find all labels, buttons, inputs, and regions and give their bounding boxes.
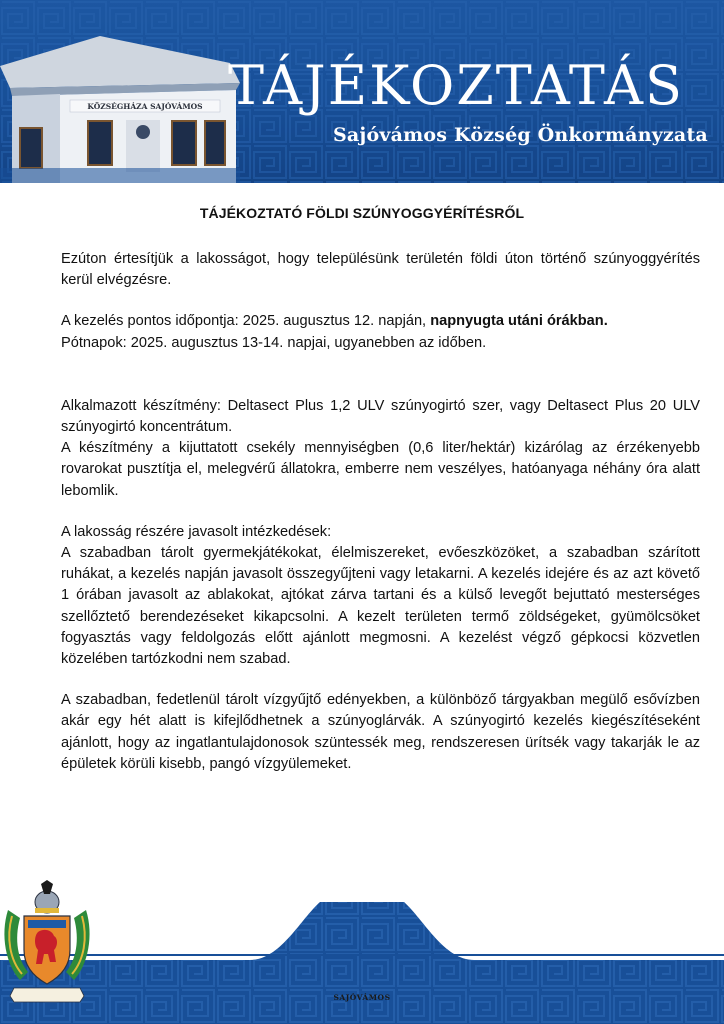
crest-ribbon-label: SAJÓVÁMOS <box>333 993 391 1002</box>
building-sign: KÖZSÉGHÁZA SAJÓVÁMOS <box>87 102 203 111</box>
page-title: TÁJÉKOZTATÁS <box>228 54 684 117</box>
document-body <box>61 249 700 775</box>
schedule-date-text: A kezelés pontos időpontja: 2025. augusztus 12. napján, <box>61 313 427 330</box>
measures-paragraph: A szabadban tárolt gyermekjátékokat, élelmiszereket, evőeszközöket, a szabadban szárított ruhákat, a kezelés napján javasolt összegyűjteni vagy letakarni. A kezelés idejére és az azt követő 1 órában javasolt az ablakokat, ajtókat zárva tartani és a külső levegőt bejuttató mesterséges szellőztető berendezéseket kikapcsolni. A kezelt területen termő zöldségeket, gyümölcsöket fogyasztás vagy feldolgozás előtt ajánlott megmosni. A kezelést végző gépkocsi közvetlen közelében tartózkodni nem szabad. <box>61 545 700 668</box>
schedule-paragraph <box>61 311 700 332</box>
backup-days-paragraph: Pótnapok: 2025. augusztus 13-14. napjai, ugyanebben az időben. <box>61 334 487 351</box>
larvae-paragraph: A szabadban, fedetlenül tárolt vízgyűjtő edényekben, a különböző tárgyakban megülő esővízben akár egy hét alatt is kifejlődhetnek a szúnyoglárvák. A szúnyogirtó kezelés kiegészítéseként ajánlott, hogy az ingatlantulajdonosok szüntessék meg, rendszeresen ürítsék vagy takarják le az épületek körüli kisebb, pangó vízgyülemeket. <box>61 692 700 772</box>
town-hall-photo <box>0 28 240 183</box>
product-paragraph: Alkalmazott készítmény: Deltasect Plus 1,2 ULV szúnyogirtó szer, vagy Deltasect Plus 20 ULV szúnyogirtó koncentrátum. <box>61 397 700 436</box>
measures-heading: A lakosság részére javasolt intézkedések: <box>61 523 332 540</box>
footer-pattern <box>0 880 724 1024</box>
safety-paragraph: A készítmény a kijuttatott csekély mennyiségben (0,6 liter/hektár) kizárólag az érzékenyebb rovarokat pusztítja el, melegvérű állatokra, emberre nem veszélyes, hatóanyaga néhány óra alatt lebomlik. <box>61 440 700 499</box>
coat-of-arms <box>0 880 94 1006</box>
header-banner <box>0 0 724 183</box>
intro-paragraph: Ezúton értesítjük a lakosságot, hogy településünk területén földi úton történő szúnyoggyérítés kerül elvégzésre. <box>61 251 700 289</box>
schedule-time-text: napnyugta utáni órákban. <box>430 313 608 330</box>
municipality-name: Sajóvámos Község Önkormányzata <box>333 124 708 146</box>
footer-band <box>0 880 724 1024</box>
document-title: TÁJÉKOZTATÓ FÖLDI SZÚNYOGGYÉRÍTÉSRŐL <box>199 205 525 221</box>
